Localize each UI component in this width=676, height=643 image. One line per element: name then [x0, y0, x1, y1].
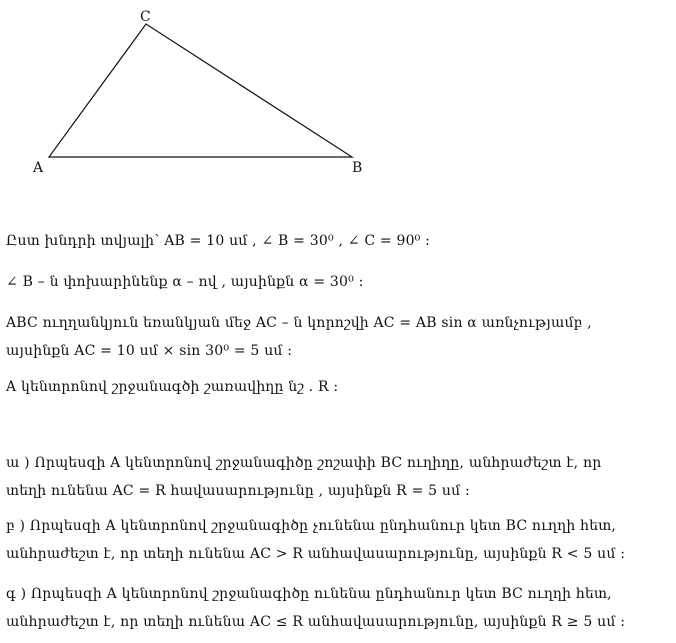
vertex-label-c: C: [140, 9, 151, 25]
vertex-label-a: A: [33, 160, 44, 176]
case-c-line-2: անհրաժեշտ է, որ տեղի ունենա AC ≤ R անհավասարությունը, այսինքն R ≥ 5 սմ :: [6, 614, 626, 630]
case-c-line-1: գ ) Որպեսզի A կենտրոնով շրջանագիծը ունենա ընդհանուր կետ BC ուղղի հետ,: [6, 586, 612, 602]
case-b-line-2: անհրաժեշտ է, որ տեղի ունենա AC > R անհավասարությունը, այսինքն R < 5 սմ :: [6, 546, 626, 562]
case-a-tangent: [6, 449, 670, 505]
radius-definition: A կենտրոնով շրջանագծի շառավիղը նշ . R :: [6, 379, 339, 395]
vertex-label-b: B: [352, 160, 363, 176]
triangle-abc: [49, 24, 352, 157]
triangle-figure: [0, 0, 676, 200]
ac-derivation-line-1: ABC ուղղանկյուն եռանկյան մեջ AC – ն կորոշվի AC = AB sin α առնչությամբ ,: [6, 315, 592, 331]
case-b-no-intersection: [6, 512, 670, 568]
ac-derivation: [6, 309, 670, 365]
case-c-intersection: [6, 580, 670, 636]
case-a-line-1: ա ) Որպեսզի A կենտրոնով շրջանագիծը շոշափի BC ուղիղը, անհրաժեշտ է, որ: [6, 455, 602, 471]
ac-derivation-line-2: այսինքն AC = 10 սմ × sin 30⁰ = 5 սմ :: [6, 343, 293, 359]
case-b-line-1: բ ) Որպեսզի A կենտրոնով շրջանագիծը չունենա ընդհանուր կետ BC ուղղի հետ,: [6, 518, 617, 534]
angle-substitution: ∠ B – ն փոխարինենք α – ով , այսինքն α = 30⁰ :: [6, 274, 364, 290]
case-a-line-2: տեղի ունենա AC = R հավասարությունը , այսինքն R = 5 սմ :: [6, 483, 470, 499]
given-statement: Ըստ խնդրի տվյալի՝ AB = 10 սմ , ∠ B = 30⁰ , ∠ C = 90⁰ :: [6, 233, 431, 249]
